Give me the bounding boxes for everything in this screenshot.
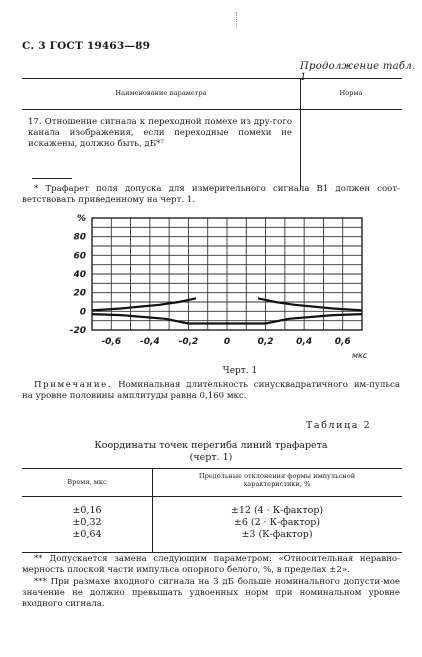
footnote-star: * Трафарет поля допуска для измерительного сигнала В1 должен соот-ветствовать приведенному на черт. 1. [22,184,400,205]
note-label: Примечание. [34,380,113,390]
chart-y-tick-label: 20 [73,288,86,299]
table2-header-time: Время, мкс [67,478,107,486]
note [22,380,400,402]
chart-x-tick-label: 0 [223,337,231,347]
chart-grid [92,218,362,330]
chart-y-tick-label: 0 [79,307,86,318]
chart-x-tick-label: -0,2 [178,337,199,347]
table1-header-param: Наименование параметра [115,89,207,97]
note-text: Номинальная длительность синусквадратичного им-пульса на уровне половины амплитуды равна 0,160 мкс. [22,380,401,401]
table1-row-17: 17. Отношение сигнала к переходной помехе из дру-гого канала изображения, если переходные помехи не искажены, должно быть, дБ*⁷ [28,117,292,149]
table2-row-deviation: ±12 (4 · К-фактор) [230,505,324,516]
table2-title-line1: Координаты точек перегиба линий трафарета [94,440,328,451]
continuation-title: Продолжение табл. 1 [300,61,416,83]
chart-x-tick-label: 0,2 [257,337,274,347]
table1-header-norm: Норма [339,89,363,97]
chart-series-line [258,298,362,310]
table2-header-dev: Предельные отклонения формы импульсной характеристики, % [198,472,356,488]
chart-series-line [92,298,196,310]
chart-x-tick-label: 0,6 [334,337,351,347]
chart-x-tick-label: -0,6 [101,337,122,347]
table2-title [22,440,400,464]
footnote-double-star: ** Допускается замена следующим параметром: «Относительная неравно-мерность плоской части импульса опорного белого, %, в пределах ±2». [22,554,400,575]
chart-x-tick-label: 0,4 [296,337,313,347]
chart-x-tick-label: -0,4 [140,337,160,347]
table2-row-deviation: ±3 (К-фактор) [241,529,313,540]
chart-y-tick-label: -20 [69,326,86,336]
table2-title-line2: (черт. 1) [189,452,233,463]
chart-y-tick-label: % [76,214,86,224]
chart-caption: Черт. 1 [222,366,258,376]
chart-y-tick-label: 40 [73,270,86,280]
chart-x-tick-labels [101,337,350,347]
page-header: С. 3 ГОСТ 19463—89 [22,40,151,52]
chart-y-tick-label: 60 [73,251,86,262]
table2-label: Таблица 2 [306,420,372,431]
table2-row-time: ±0,16 [72,505,102,516]
chart-y-tick-labels [70,214,86,336]
chart-x-unit: мкс [352,351,368,360]
table2-row-deviation: ±6 (2 · К-фактор) [233,517,321,528]
table2-row-time: ±0,32 [72,517,102,528]
chart-y-tick-label: 80 [73,232,86,243]
table2-row-time: ±0,64 [72,529,102,540]
footnote-triple-star: *** При размахе входного сигнала на 3 дБ больше номинального допусти-мое значение не должно превышать удвоенных норм при номинальном уровне входного сигнала. [22,577,400,609]
